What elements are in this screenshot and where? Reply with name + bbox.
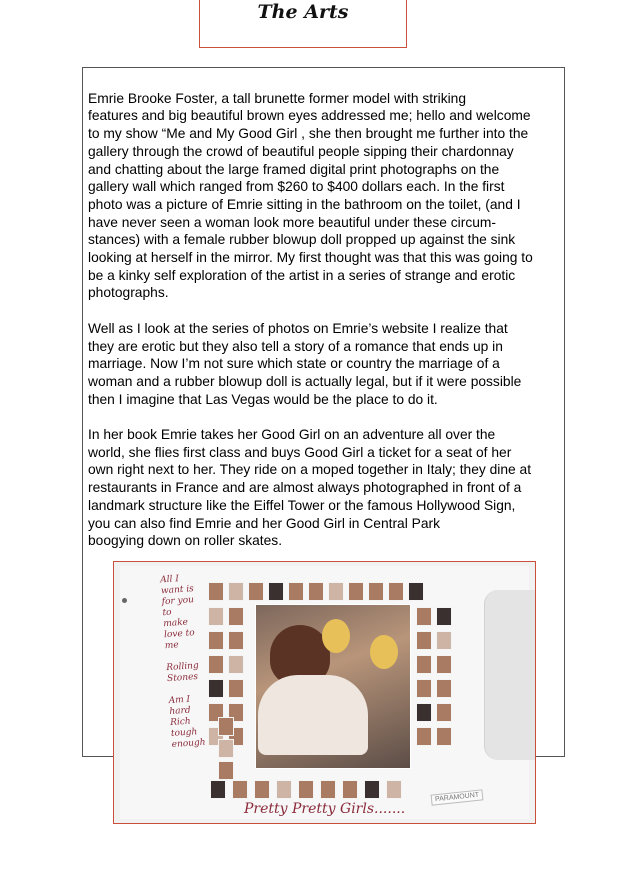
- center-photo: [255, 604, 411, 769]
- thumbnail-photo: [208, 631, 224, 650]
- thumbnail-photo: [228, 655, 244, 674]
- thumbnail-photo: [416, 631, 432, 650]
- thumbnail-photo: [288, 582, 304, 601]
- handwriting-lyric-1: All I want is for you to make love to me: [159, 574, 195, 652]
- handwriting-band: Rolling Stones: [166, 660, 200, 685]
- article-paragraph-1: Emrie Brooke Foster, a tall brunette former model with striking features and big beautiful brown eyes addressed me; hello and welcome to my show “Me and My Good Girl , she then brought me further into the gallery through the crowd of beautiful people sipping their chardonnay and chatting about the large framed digital print photographs on the gallery wall which ranged from $260 to $400 dollars each. In the first photo was a picture of Emrie sitting in the bathroom on the toilet, (and I have never seen a woman look more beautiful under these circum- stances) with a female rubber blowup doll propped up against the sink looking at herself in the mirror. My first thought was that this was going to be a kinky self exploration of the artist in a series of strange and erotic photographs.: [88, 90, 533, 301]
- thumbnail-photo: [210, 780, 226, 799]
- thumbnail-photo: [408, 582, 424, 601]
- thumbnail-photo: [436, 607, 452, 626]
- thumbnail-photo: [436, 679, 452, 698]
- article-paragraph-3: In her book Emrie takes her Good Girl on an adventure all over the world, she flies first class and buys Good Girl a ticket for a seat of her own right next to her. They ride on a moped together in Italy; they dine at restaurants in France and are almost always photographed in front of a landmark structure like the Eiffel Tower or the famous Hollywood Sign, you can also find Emrie and her Good Girl in Central Park boogying down on roller skates.: [88, 427, 532, 549]
- thumbnail-photo: [368, 582, 384, 601]
- collage-plastic-sleeve: [484, 590, 535, 760]
- thumbnail-photo: [436, 703, 452, 722]
- thumbnail-photo: [320, 780, 336, 799]
- thumbnail-photo: [416, 727, 432, 746]
- thumbnail-photo: [218, 717, 234, 736]
- handwriting-bottom: Pretty Pretty Girls.......: [244, 801, 406, 817]
- thumbnail-photo: [416, 679, 432, 698]
- thumbnail-photo: [328, 582, 344, 601]
- pin-icon: [122, 598, 127, 603]
- section-title: The Arts: [257, 1, 349, 23]
- handwriting-lyric-2: Am I hard Rich tough enough: [168, 694, 206, 750]
- thumbnail-photo: [388, 582, 404, 601]
- thumbnail-photo: [268, 582, 284, 601]
- thumbnail-photo: [298, 780, 314, 799]
- thumbnail-photo: [342, 780, 358, 799]
- thumbnail-photo: [436, 727, 452, 746]
- article-paragraph-2: Well as I look at the series of photos on Emrie’s website I realize that they are erotic but they also tell a story of a romance that ends up in marriage. Now I’m not sure which state or country the marriage of a woman and a rubber blowup doll is actually legal, but if it were possible then I imagine that Las Vegas would be the place to do it.: [88, 320, 522, 407]
- thumbnail-photo: [308, 582, 324, 601]
- thumbnail-photo: [218, 761, 234, 780]
- thumbnail-photo: [232, 780, 248, 799]
- collage-photo: [113, 561, 536, 824]
- thumbnail-photo: [276, 780, 292, 799]
- thumbnail-photo: [386, 780, 402, 799]
- thumbnail-photo: [248, 582, 264, 601]
- thumbnail-photo: [228, 631, 244, 650]
- thumbnail-photo: [436, 631, 452, 650]
- thumbnail-photo: [208, 679, 224, 698]
- section-header: [199, 0, 407, 48]
- thumbnail-photo: [416, 655, 432, 674]
- article-body: [88, 72, 562, 568]
- thumbnail-photo: [208, 582, 224, 601]
- thumbnail-photo: [208, 607, 224, 626]
- thumbnail-photo: [208, 655, 224, 674]
- thumbnail-photo: [364, 780, 380, 799]
- thumbnail-photo: [228, 582, 244, 601]
- thumbnail-photo: [436, 655, 452, 674]
- doll-figure: [322, 619, 350, 653]
- thumbnail-photo: [254, 780, 270, 799]
- doll-figure: [370, 635, 398, 669]
- thumbnail-photo: [416, 703, 432, 722]
- thumbnail-photo: [228, 607, 244, 626]
- thumbnail-photo: [416, 607, 432, 626]
- thumbnail-photo: [228, 679, 244, 698]
- thumbnail-photo: [218, 739, 234, 758]
- paramount-label: PARAMOUNT: [430, 789, 483, 805]
- thumbnail-photo: [348, 582, 364, 601]
- woman-dress: [258, 675, 368, 755]
